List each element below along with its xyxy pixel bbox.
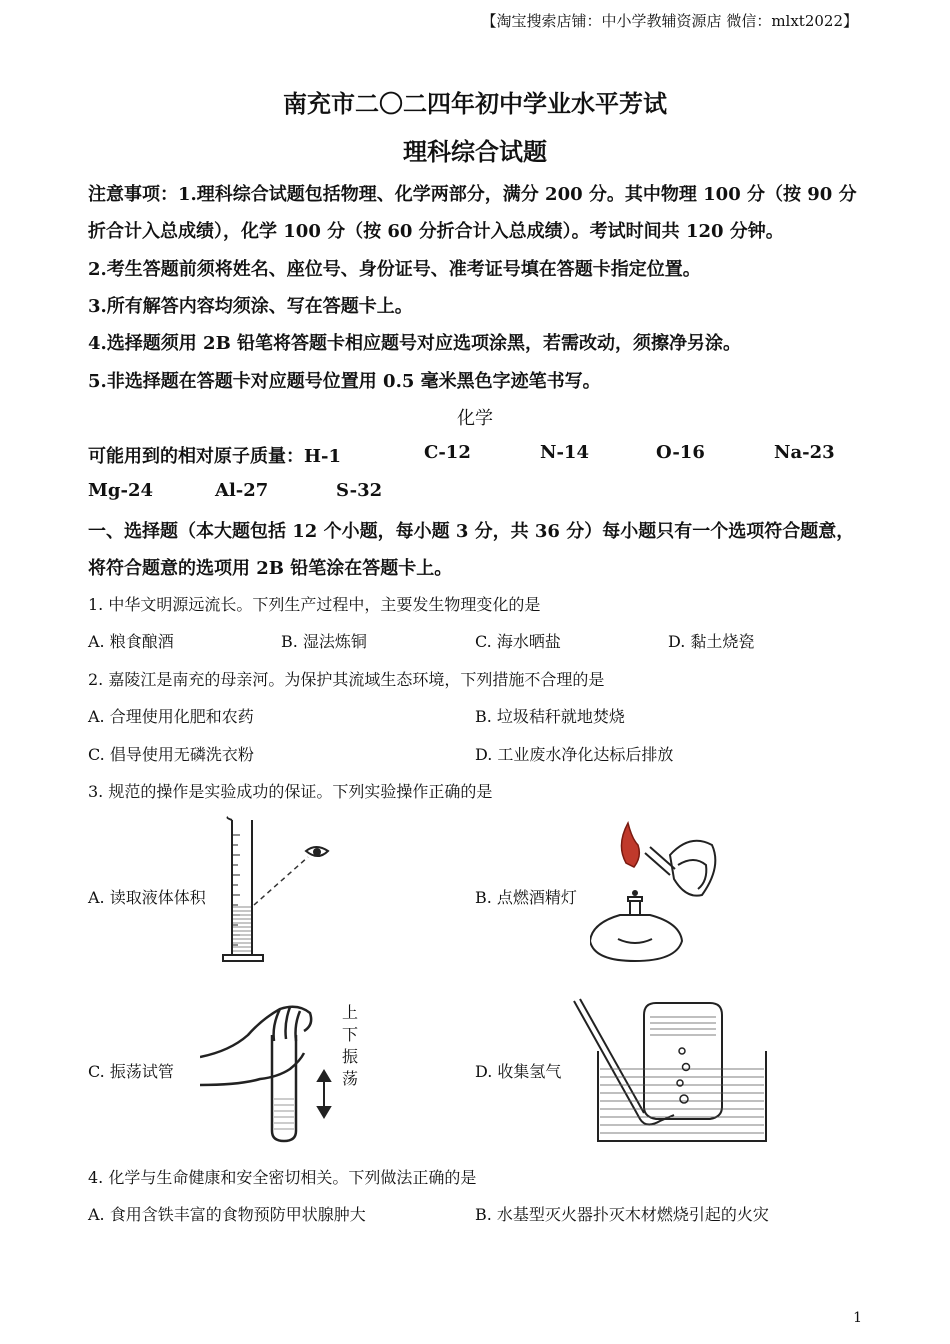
atomic-mass-item: Mg-24 xyxy=(88,480,154,501)
notice-line-5: 4.选择题须用 2B 铅笔将答题卡相应题号对应选项涂黑，若需改动，须擦净另涂。 xyxy=(88,333,742,354)
atomic-mass-item: O-16 xyxy=(656,442,705,463)
gas-collection-figure xyxy=(570,995,790,1145)
q3-option-d: D. 收集氢气 xyxy=(475,1062,562,1081)
q2-option-d: D. 工业废水净化达标后排放 xyxy=(475,745,674,764)
notice-line-3: 2.考生答题前须将姓名、座位号、身份证号、准考证号填在答题卡指定位置。 xyxy=(88,259,701,280)
q2-option-a: A. 合理使用化肥和农药 xyxy=(88,707,254,726)
q4-stem: 4. 化学与生命健康和安全密切相关。下列做法正确的是 xyxy=(88,1168,477,1187)
header-note: 【淘宝搜索店铺：中小学教辅资源店 微信：mlxt2022】 xyxy=(481,12,858,30)
page-number: 1 xyxy=(853,1310,862,1326)
subject-heading: 化学 xyxy=(457,408,493,429)
q1-option-b: B. 湿法炼铜 xyxy=(281,632,367,651)
q1-option-d: D. 黏土烧瓷 xyxy=(668,632,755,651)
double-arrow-icon xyxy=(318,1071,330,1117)
atomic-mass-item: C-12 xyxy=(424,442,471,463)
notice-line-2: 折合计入总成绩），化学 100 分（按 60 分折合计入总成绩）。考试时间共 120 分钟。 xyxy=(88,221,784,242)
notice-line-1: 注意事项：1.理科综合试题包括物理、化学两部分，满分 200 分。其中物理 100 分（按 90 分 xyxy=(88,184,857,205)
atomic-mass-item: Na-23 xyxy=(774,442,835,463)
alcohol-lamp-figure xyxy=(590,815,730,965)
q3-option-c: C. 振荡试管 xyxy=(88,1062,174,1081)
q2-stem: 2. 嘉陵江是南充的母亲河。为保护其流域生态环境，下列措施不合理的是 xyxy=(88,670,605,689)
section-1-line-2: 将符合题意的选项用 2B 铅笔涂在答题卡上。 xyxy=(88,558,453,579)
atomic-mass-item: N-14 xyxy=(540,442,589,463)
q1-option-a: A. 粮食酿酒 xyxy=(88,632,174,651)
page-title: 南充市二〇二四年初中学业水平芳试 xyxy=(283,89,667,118)
q4-option-b: B. 水基型灭火器扑灭木材燃烧引起的火灾 xyxy=(475,1205,769,1224)
atomic-mass-label: 可能用到的相对原子质量：H-1 xyxy=(88,446,342,467)
q3-stem: 3. 规范的操作是实验成功的保证。下列实验操作正确的是 xyxy=(88,782,493,801)
page-subtitle: 理科综合试题 xyxy=(403,137,547,166)
q3-option-a: A. 读取液体体积 xyxy=(88,888,206,907)
q2-option-b: B. 垃圾秸秆就地焚烧 xyxy=(475,707,625,726)
notice-line-4: 3.所有解答内容均须涂、写在答题卡上。 xyxy=(88,296,413,317)
q1-option-c: C. 海水晒盐 xyxy=(475,632,561,651)
q1-stem: 1. 中华文明源远流长。下列生产过程中，主要发生物理变化的是 xyxy=(88,595,541,614)
section-1-line-1: 一、选择题（本大题包括 12 个小题，每小题 3 分，共 36 分）每小题只有一个选项符合题意， xyxy=(88,521,855,542)
notice-line-6: 5.非选择题在答题卡对应题号位置用 0.5 毫米黑色字迹笔书写。 xyxy=(88,371,601,392)
q4-option-a: A. 食用含铁丰富的食物预防甲状腺肿大 xyxy=(88,1205,366,1224)
graduated-cylinder-figure xyxy=(218,815,338,965)
shake-direction-label: 上下振荡 xyxy=(342,1003,359,1088)
eye-icon xyxy=(306,847,328,856)
q3-option-b: B. 点燃酒精灯 xyxy=(475,888,577,907)
atomic-mass-item: Al-27 xyxy=(215,480,269,501)
atomic-mass-item: S-32 xyxy=(336,480,383,501)
q2-option-c: C. 倡导使用无磷洗衣粉 xyxy=(88,745,254,764)
